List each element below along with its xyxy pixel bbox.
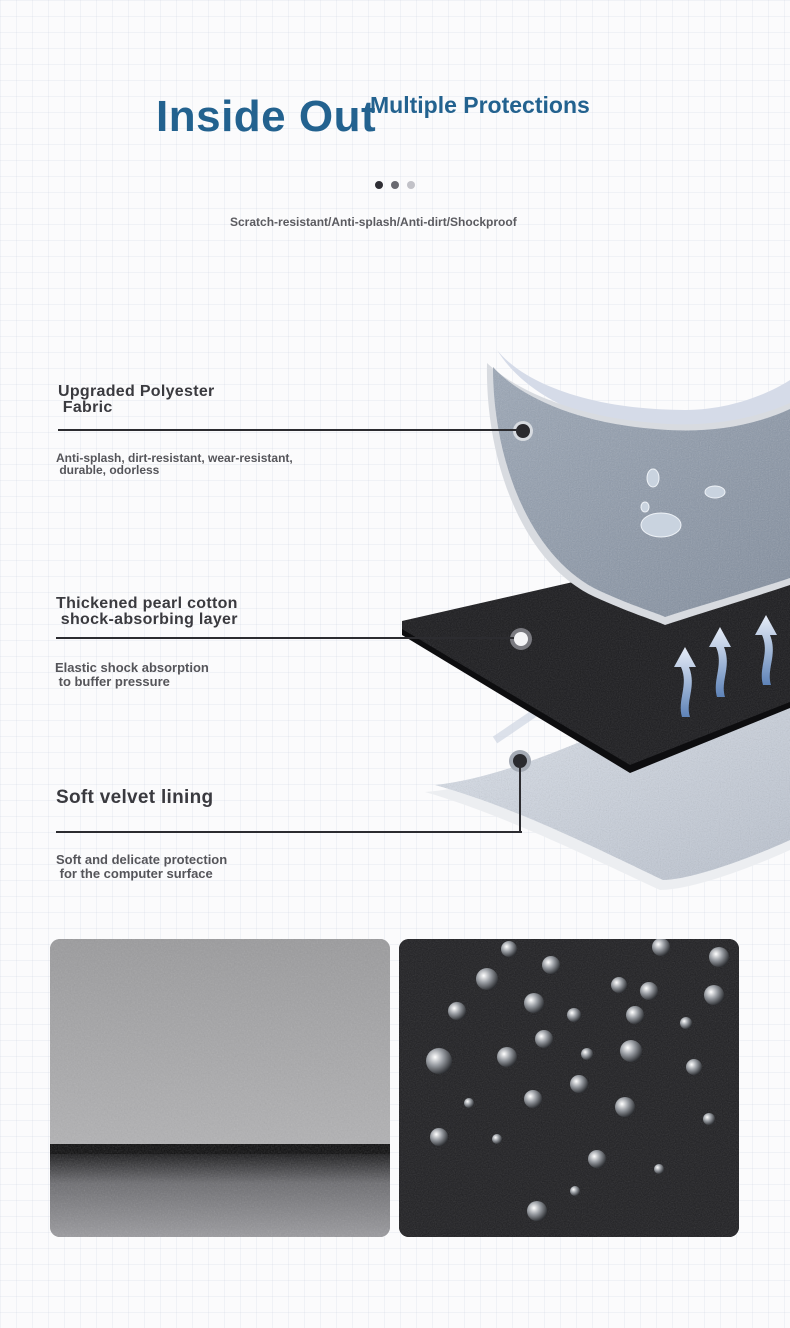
leader-line [56,831,522,833]
layer-title-velvet: Soft velvet lining [56,787,214,808]
dot-active-icon [375,181,383,189]
leader-line [56,637,514,639]
layer-description-fabric: Anti-splash, dirt-resistant, wear-resistant, durable, odorless [56,451,293,477]
waterproof-fabric-photo [399,939,739,1237]
dot-icon [407,181,415,189]
layer-title-foam: Thickened pearl cotton shock-absorbing layer [56,595,238,628]
pagination-dots [375,181,420,189]
leader-line [519,764,521,833]
dot-icon [391,181,399,189]
layer-title-fabric: Upgraded Polyester Fabric [58,383,215,416]
velvet-texture-photo [50,939,390,1237]
leader-line [58,429,518,431]
layer-description-velvet: Soft and delicate protection for the computer surface [56,852,228,881]
page-subtitle: Multiple Protections [370,92,590,118]
feature-tagline: Scratch-resistant/Anti-splash/Anti-dirt/Shockproof [230,215,517,229]
layer-description-foam: Elastic shock absorption to buffer pressure [55,660,209,689]
fabric-layer [487,350,790,625]
page-title: Inside Out [156,92,377,141]
